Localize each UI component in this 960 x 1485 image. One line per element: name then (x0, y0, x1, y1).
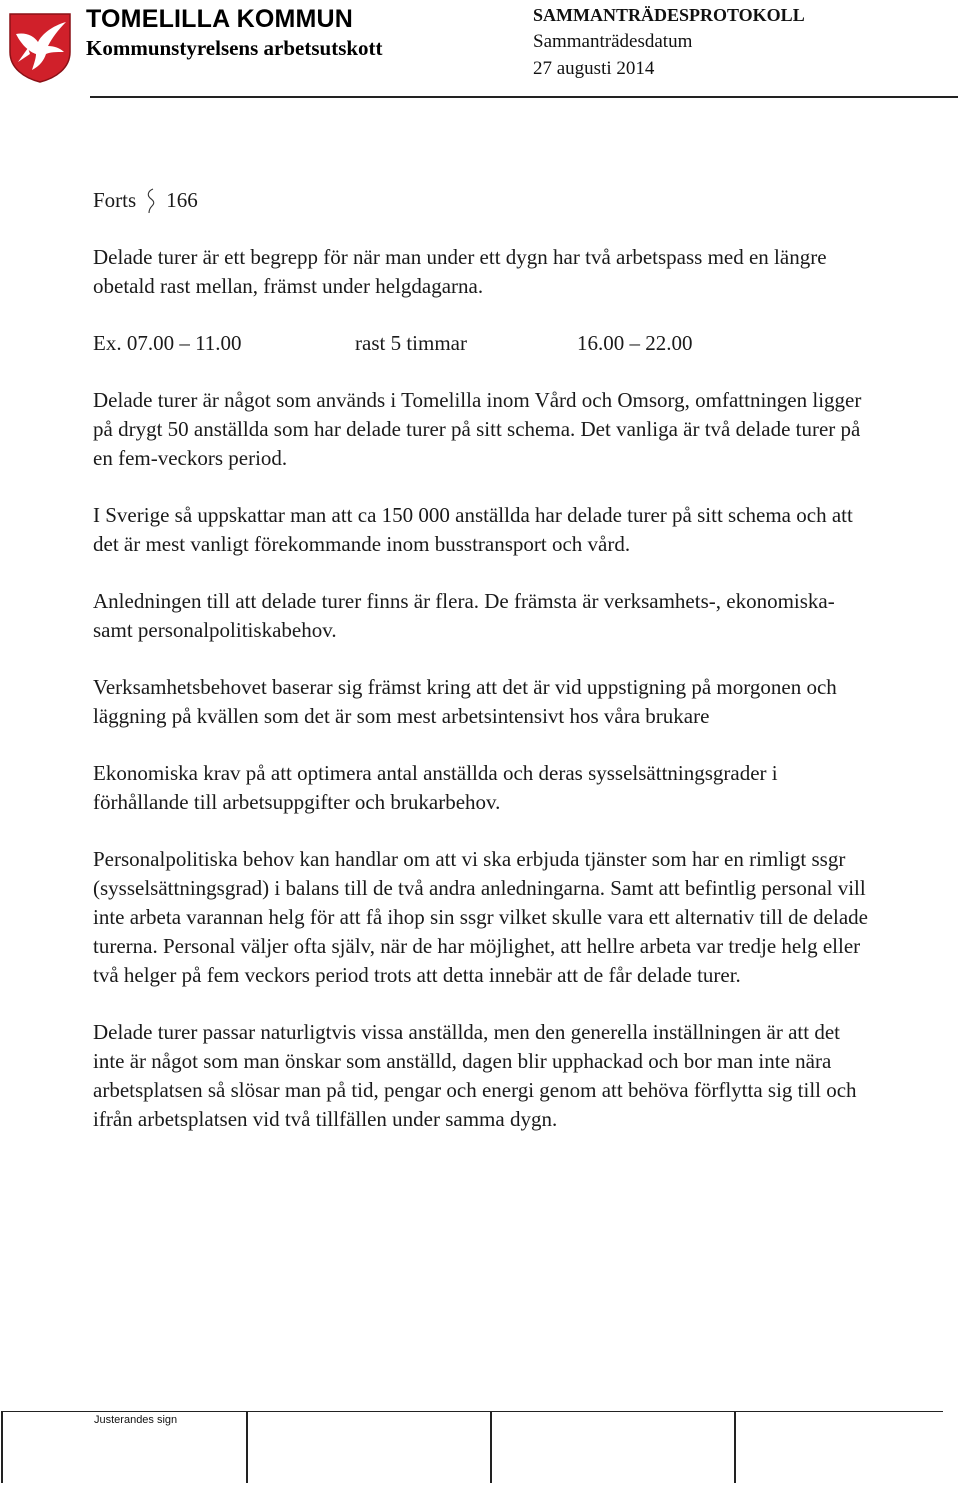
example-schedule (93, 329, 873, 358)
meeting-date-label: Sammanträdesdatum (533, 31, 693, 52)
signature-divider (490, 1411, 492, 1483)
example-evening-shift: 16.00 – 22.00 (577, 331, 693, 355)
paragraph-definition: Delade turer är ett begrepp för när man under ett dygn har två arbetspass med en längre obetald rast mellan, främst under helgdagarna. (93, 245, 827, 298)
example-break: rast 5 timmar (355, 331, 467, 355)
section-sign-icon (144, 186, 158, 215)
example-morning-shift: Ex. 07.00 – 11.00 (93, 331, 242, 355)
signature-divider (734, 1411, 736, 1483)
header-divider (90, 96, 958, 98)
organization-name: TOMELILLA KOMMUN (86, 5, 354, 33)
protocol-header (533, 4, 805, 82)
section-heading (93, 186, 873, 215)
paragraph-reasons: Anledningen till att delade turer finns är flera. De främsta är verksamhets-, ekonomiska- samt personalpolitiskabehov. (93, 589, 835, 642)
organization-header (86, 4, 383, 61)
paragraph-personnel-needs: Personalpolitiska behov kan handlar om att vi ska erbjuda tjänster som har en rimligt ssgr (sysselsättningsgrad) i balans till de två andra anledningarna. Samt att befintlig personal vill inte arbeta varannan helg för att få ihop sin ssgr vilket skulle vara ett alternativ till de delade turerna. Personal väljer ofta själv, när de har möjlighet, att hellre arbeta var tredje helg eller två helger på fem veckors period trots att detta innebär att de får delade turer. (93, 847, 868, 987)
signature-divider (246, 1411, 248, 1483)
signature-divider (1, 1411, 3, 1483)
document-body (93, 186, 873, 1134)
forts-label: Forts (93, 188, 137, 212)
meeting-date: 27 augusti 2014 (533, 58, 655, 79)
paragraph-scope: Delade turer är något som används i Tomelilla inom Vård och Omsorg, omfattningen ligger på drygt 50 anställda som har delade turer på sitt schema. Det vanliga är två delade turer på en fem-veckors period. (93, 388, 862, 470)
paragraph-economic-needs: Ekonomiska krav på att optimera antal anställda och deras sysselsättningsgrader i förhållande till arbetsuppgifter och brukarbehov. (93, 761, 778, 814)
paragraph-conclusion: Delade turer passar naturligtvis vissa anställda, men den generella inställningen är att det inte är något som man önskar som anställd, dagen blir upphackad och bor man inte nära arbetsplatsen så slösar man på tid, pengar och energi genom att behöva förflytta sig till och ifrån arbetsplatsen vid två tillfällen under samma dygn. (93, 1020, 857, 1131)
municipal-coat-of-arms-icon (8, 12, 72, 84)
section-number: 166 (166, 188, 198, 212)
protocol-title: SAMMANTRÄDESPROTOKOLL (533, 5, 805, 25)
signature-label: Justerandes sign (94, 1414, 178, 1426)
committee-name: Kommunstyrelsens arbetsutskott (86, 36, 383, 60)
paragraph-operational-needs: Verksamhetsbehovet baserar sig främst kring att det är vid uppstigning på morgonen och läggning på kvällen som det är som mest arbetsintensivt hos våra brukare (93, 675, 837, 728)
paragraph-sweden: I Sverige så uppskattar man att ca 150 000 anställda har delade turer på sitt schema och att det är mest vanligt förekommande inom busstransport och vård. (93, 503, 853, 556)
